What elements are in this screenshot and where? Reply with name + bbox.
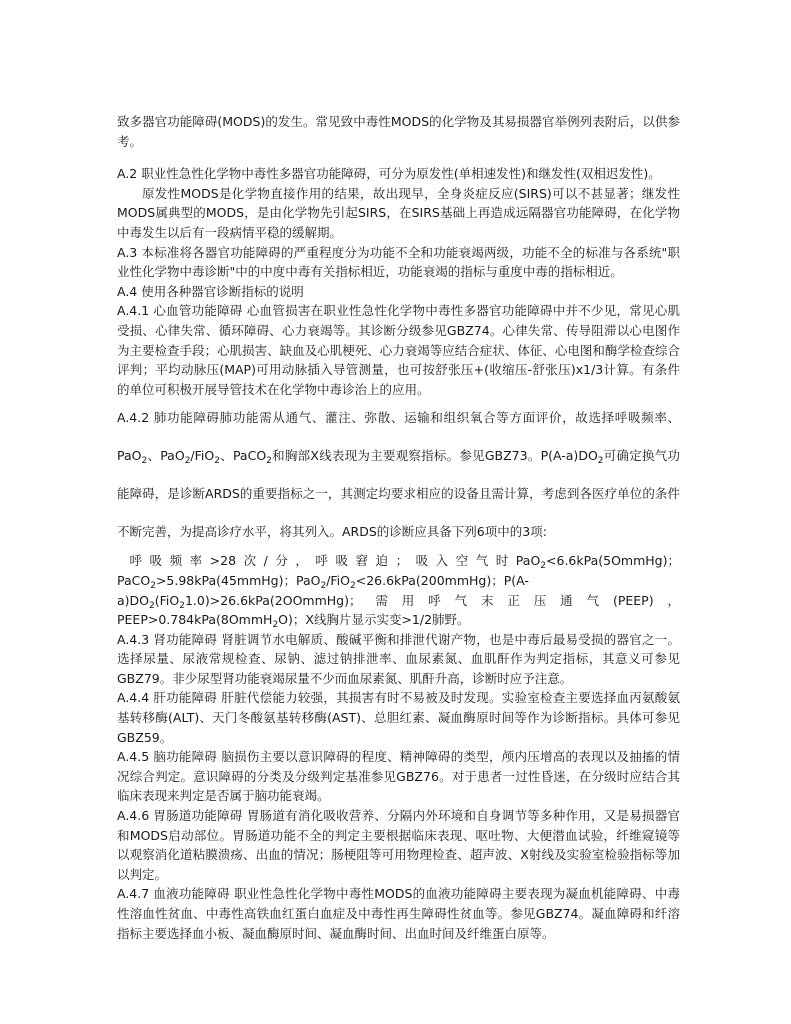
intro-paragraph: 致多器官功能障碍(MODS)的发生。常见致中毒性MODS的化学物及其易损器官举例列表附后，以供参考。 — [117, 114, 680, 149]
section-a4-6: A.4.6 胃肠道功能障碍 胃肠道有消化吸收营养、分隔内外环境和自身调节等多种作用，又是易损器官和MODS启动部位。胃肠道功能不全的判定主要根据临床表现、呕吐物、大便潜血试验，纤维窥镜等以观察消化道粘膜溃疡、出血的情况；肠梗阻等可用物理检查、超声波、X射线及实验室检验指标等加以判定。 — [117, 808, 680, 882]
section-a2: A.2 职业性急性化学物中毒性多器官功能障碍，可分为原发性(单相速发性)和继发性(双相迟发性)。 — [117, 166, 661, 182]
section-a4-7: A.4.7 血液功能障碍 职业性急性化学物中毒性MODS的血液功能障碍主要表现为凝血机能障碍、中毒性溶血性贫血、中毒性高铁血红蛋白血症及中毒性再生障碍性贫血等。参见GBZ74。凝血障碍和纤溶指标主要选择血小板、凝血酶原时间、凝血酶时间、出血时间及纤维蛋白原等。 — [117, 886, 680, 941]
ards-criteria: 呼吸频率>28次/分，呼吸窘迫；吸入空气时PaO$_2$<6.6kPa(5OmmHg)；PaCO$_2$>5.98kPa(45mmHg)；PaO$_2$/FiO$_2$<26.6kPa(200mmHg)；$P(A-a)DO_2(FiO_21.0)>26.6kPa(2OOmmHg)$；需用呼气末正压通气(PEEP)，PEEP>0.784kPa(8OmmH$_2$O)；X线胸片显示实变>1/2肺野。 — [117, 553, 680, 631]
section-a4-3: A.4.3 肾功能障碍 肾脏调节水电解质、酸碱平衡和排泄代谢产物，也是中毒后最易受损的器官之一。选择尿量、尿液常规检查、尿钠、滤过钠排泄率、血尿素氮、血肌酐作为判定指标，其意义可参见GBZ79。非少尿型肾功能衰竭尿量不少而血尿素氮、肌酐升高，诊断时应予注意。 — [117, 631, 680, 686]
section-a4-1: A.4.1 心血管功能障碍 心血管损害在职业性急性化学物中毒性多器官功能障碍中并不少见，常见心肌受损、心律失常、循环障碍、心力衰竭等。其诊断分级参见GBZ74。心律失常、传导阻滞以心电图作为主要检查手段；心肌损害、缺血及心肌梗死、心力衰竭等应结合症状、体征、心电图和酶学检查综合评判；平均动脉压(MAP)可用动脉插入导管测量，也可按舒张压+(收缩压-舒张压)x1/3计算。有条件的单位可积极开展导管技术在化学物中毒诊治上的应用。 — [117, 303, 680, 397]
section-a3: A.3 本标准将各器官功能障碍的严重程度分为功能不全和功能衰竭两级，功能不全的标准与各系统"职业性化学物中毒诊断"中的中度中毒有关指标相近，功能衰竭的指标与重度中毒的指标相近。 — [117, 244, 680, 280]
section-a4-2: A.4.2 肺功能障碍肺功能需从通气、灌注、弥散、运输和组织氧合等方面评价，故选择呼吸频率、PaO$_2$、PaO$_2$/FiO$_2$、PaCO$_2$和胸部X线表现为主要观察指标。参见GBZ73。$P(A-a)DO_2$可确定换气功能障碍，是诊断ARDS的重要指标之一，其测定均要求相应的设备且需计算，考虑到各医疗单位的条件不断完善，为提高诊疗水平，将其列入。ARDS的诊断应具备下列6项中的3项: — [117, 410, 680, 540]
section-a4-4: A.4.4 肝功能障碍 肝脏代偿能力较强，其损害有时不易被及时发现。实验室检查主要选择血丙氨酸氨基转移酶(ALT)、天门冬酸氨基转移酶(AST)、总胆红素、凝血酶原时间等作为诊断指标。具体可参见GBZ59。 — [117, 690, 680, 745]
section-a4-5: A.4.5 脑功能障碍 脑损伤主要以意识障碍的程度、精神障碍的类型，颅内压增高的表现以及抽搐的情况综合判定。意识障碍的分类及分级判定基准参见GBZ76。对于患者一过性昏迷，在分级时应结合其临床表现来判定是否属于脑功能衰竭。 — [117, 749, 680, 804]
section-a4-heading: A.4 使用各种器官诊断指标的说明 — [117, 283, 304, 299]
document-page — [117, 112, 680, 943]
section-a2-detail: 原发性MODS是化学物直接作用的结果，故出现早，全身炎症反应(SIRS)可以不甚显著；继发性MODS属典型的MODS，是由化学物先引起SIRS，在SIRS基础上再造成远隔器官功能障碍，在化学物中毒发生以后有一段病情平稳的缓解期。 — [117, 185, 680, 240]
